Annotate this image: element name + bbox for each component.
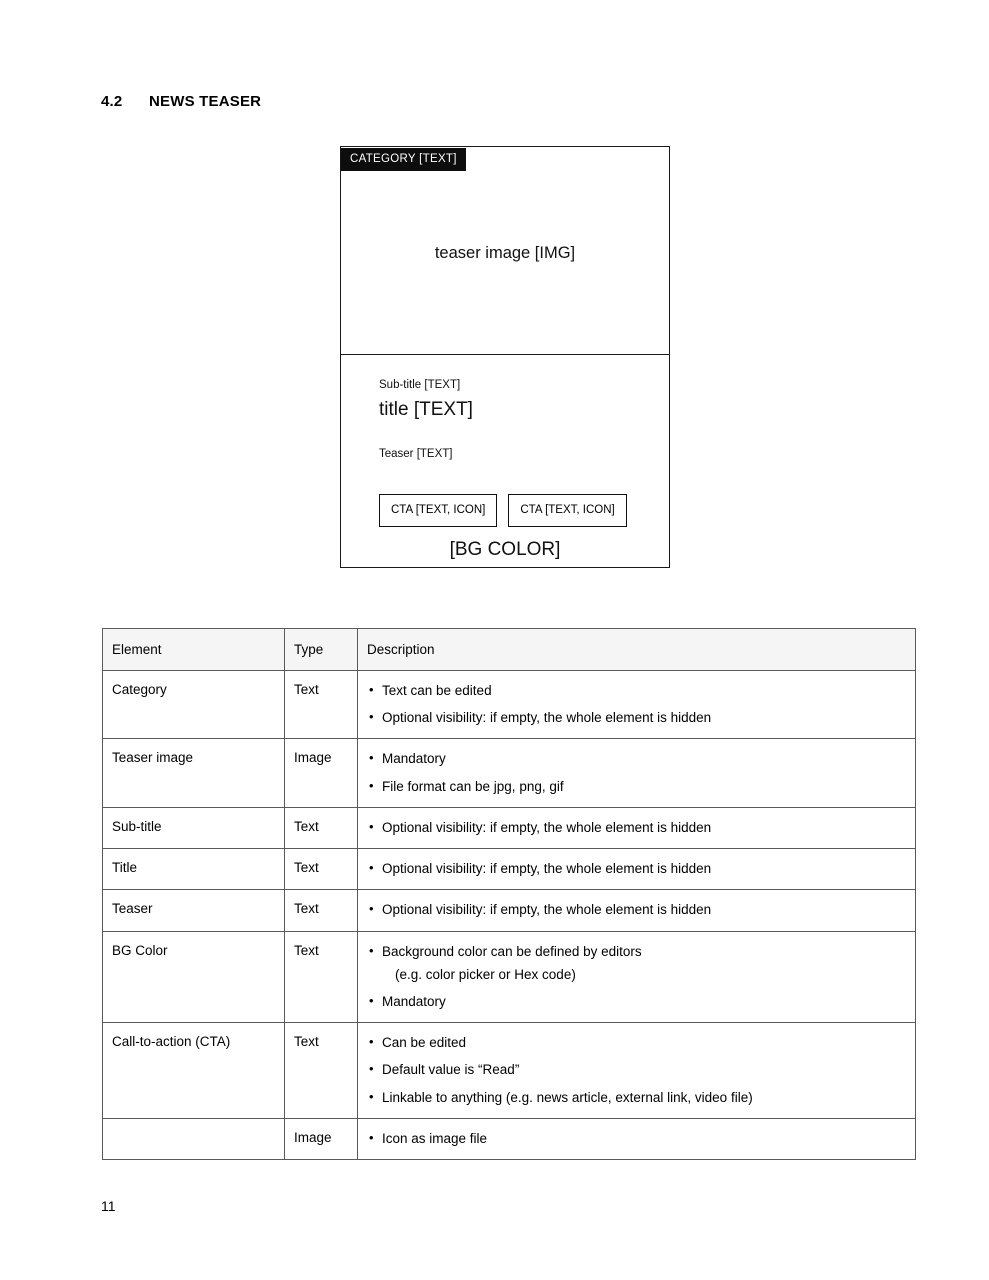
table-header-row bbox=[103, 629, 916, 671]
table-row bbox=[103, 1118, 916, 1159]
bg-color-placeholder: [BG COLOR] bbox=[449, 539, 561, 560]
cell-type: Text bbox=[285, 931, 358, 1023]
cell-description bbox=[358, 931, 916, 1023]
description-item: • Default value is “Read” bbox=[367, 1061, 906, 1079]
cta-primary-button[interactable]: CTA [TEXT, ICON] bbox=[379, 494, 497, 527]
table-row bbox=[103, 1023, 916, 1119]
description-list bbox=[367, 819, 906, 837]
cell-type: Text bbox=[285, 671, 358, 739]
teaser-text-placeholder: Teaser [TEXT] bbox=[379, 447, 453, 460]
section-number: 4.2 bbox=[101, 93, 123, 110]
description-list bbox=[367, 943, 906, 1012]
description-item: • Mandatory bbox=[367, 750, 906, 768]
cell-description bbox=[358, 849, 916, 890]
cell-element: Sub-title bbox=[103, 807, 285, 848]
cell-type: Image bbox=[285, 739, 358, 807]
cta-button-row bbox=[379, 494, 669, 527]
teaser-image-area bbox=[341, 147, 669, 355]
cta-secondary-button[interactable]: CTA [TEXT, ICON] bbox=[508, 494, 626, 527]
description-item: • Icon as image file bbox=[367, 1130, 906, 1148]
table-row bbox=[103, 739, 916, 807]
description-item: • Text can be edited bbox=[367, 682, 906, 700]
cell-type: Image bbox=[285, 1118, 358, 1159]
cell-element: Category bbox=[103, 671, 285, 739]
element-spec-table bbox=[102, 628, 916, 1160]
column-header-description: Description bbox=[358, 629, 916, 671]
cell-element: Call-to-action (CTA) bbox=[103, 1023, 285, 1119]
column-header-element: Element bbox=[103, 629, 285, 671]
description-item: • Optional visibility: if empty, the whole element is hidden bbox=[367, 901, 906, 919]
description-list bbox=[367, 1034, 906, 1107]
cell-element: Teaser image bbox=[103, 739, 285, 807]
cell-description bbox=[358, 739, 916, 807]
sub-title-placeholder: Sub-title [TEXT] bbox=[379, 379, 461, 391]
table-row bbox=[103, 807, 916, 848]
cell-type: Text bbox=[285, 849, 358, 890]
description-list bbox=[367, 1130, 906, 1148]
cell-type: Text bbox=[285, 1023, 358, 1119]
section-heading bbox=[101, 93, 261, 110]
description-item: • Optional visibility: if empty, the whole element is hidden bbox=[367, 819, 906, 837]
section-title: NEWS TEASER bbox=[149, 93, 262, 110]
page-number: 11 bbox=[101, 1198, 116, 1214]
table-row bbox=[103, 931, 916, 1023]
cell-description bbox=[358, 890, 916, 931]
description-item: • Linkable to anything (e.g. news article, external link, video file) bbox=[367, 1089, 906, 1107]
table-row bbox=[103, 890, 916, 931]
cell-element bbox=[103, 1118, 285, 1159]
title-placeholder: title [TEXT] bbox=[379, 398, 473, 420]
table-row bbox=[103, 671, 916, 739]
cell-description bbox=[358, 1118, 916, 1159]
table-row bbox=[103, 849, 916, 890]
teaser-image-placeholder-label: teaser image [IMG] bbox=[434, 244, 576, 262]
cell-description bbox=[358, 807, 916, 848]
cell-element: Title bbox=[103, 849, 285, 890]
description-list bbox=[367, 682, 906, 727]
description-list bbox=[367, 901, 906, 919]
description-item: • Can be edited bbox=[367, 1034, 906, 1052]
description-list bbox=[367, 750, 906, 795]
description-item: • Optional visibility: if empty, the whole element is hidden bbox=[367, 860, 906, 878]
cell-element: BG Color bbox=[103, 931, 285, 1023]
cell-description bbox=[358, 1023, 916, 1119]
table-body bbox=[103, 671, 916, 1160]
cell-type: Text bbox=[285, 807, 358, 848]
description-item: • Optional visibility: if empty, the whole element is hidden bbox=[367, 709, 906, 727]
news-teaser-wireframe bbox=[340, 146, 670, 568]
description-item: (e.g. color picker or Hex code) bbox=[395, 966, 576, 982]
cell-element: Teaser bbox=[103, 890, 285, 931]
column-header-type: Type bbox=[285, 629, 358, 671]
description-item: • File format can be jpg, png, gif bbox=[367, 778, 906, 796]
category-badge: CATEGORY [TEXT] bbox=[341, 148, 466, 171]
teaser-content-area bbox=[341, 355, 669, 567]
cell-description bbox=[358, 671, 916, 739]
description-item: • Background color can be defined by editors bbox=[367, 943, 906, 961]
cell-type: Text bbox=[285, 890, 358, 931]
description-item: • Mandatory bbox=[367, 993, 906, 1011]
description-list bbox=[367, 860, 906, 878]
